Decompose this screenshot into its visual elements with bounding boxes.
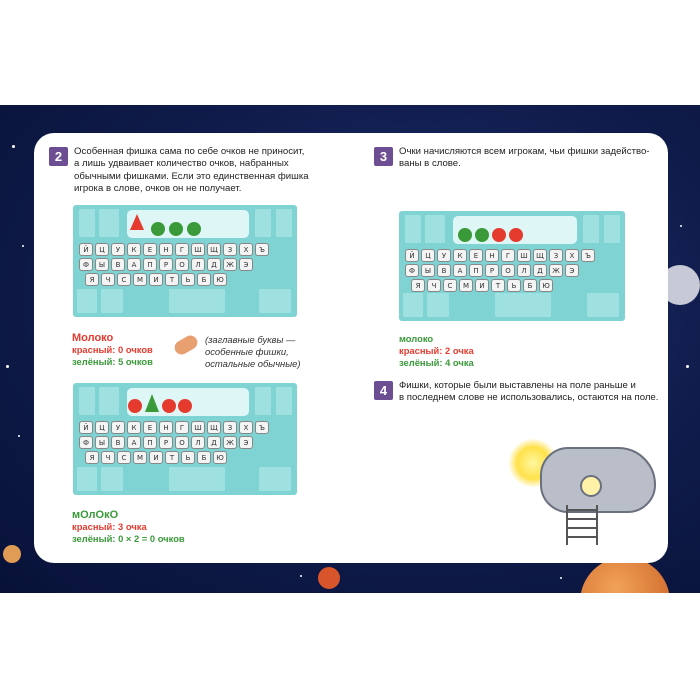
note-line: (заглавные буквы — (205, 334, 296, 345)
key: Т (165, 451, 179, 464)
key: Ь (507, 279, 521, 292)
key: Т (165, 273, 179, 286)
spaceship-ladder (566, 505, 598, 545)
key: И (149, 451, 163, 464)
key: Ъ (255, 421, 269, 434)
special-chip-red (130, 214, 144, 230)
example-word-text: молоко (399, 333, 434, 344)
key: Ш (517, 249, 531, 262)
note-line: остальные обычные) (205, 358, 301, 369)
step-3-number: 3 (374, 147, 393, 166)
chip-red (509, 228, 523, 242)
step-4-text (399, 380, 659, 405)
chip-green (458, 228, 472, 242)
text-line: Фишки, которые были выставлены на поле раньше и (399, 380, 636, 391)
key: Ж (223, 258, 237, 271)
key: Й (405, 249, 419, 262)
key: Ф (79, 258, 93, 271)
key: В (111, 436, 125, 449)
key: Е (143, 421, 157, 434)
key: Е (143, 243, 157, 256)
key: Х (239, 243, 253, 256)
key: Ю (213, 451, 227, 464)
key: А (453, 264, 467, 277)
key: В (111, 258, 125, 271)
key: Н (485, 249, 499, 262)
red-score: красный: 3 очка (72, 521, 147, 532)
key: Е (469, 249, 483, 262)
key: Щ (207, 421, 221, 434)
key: А (127, 258, 141, 271)
keyboard (79, 243, 269, 286)
spaceship-window (580, 475, 602, 497)
red-score: красный: 2 очка (399, 345, 474, 356)
key: Ъ (581, 249, 595, 262)
key: Д (207, 436, 221, 449)
step-4-number: 4 (374, 381, 393, 400)
key: Н (159, 421, 173, 434)
key: Ъ (255, 243, 269, 256)
text-line: игрока в слове, очков он не получает. (74, 183, 242, 195)
key: Ц (421, 249, 435, 262)
key: Ф (405, 264, 419, 277)
key: С (117, 273, 131, 286)
key: М (133, 273, 147, 286)
chip-red (162, 399, 176, 413)
step-2-text (74, 146, 314, 196)
key: Г (501, 249, 515, 262)
key: П (143, 436, 157, 449)
key: О (175, 436, 189, 449)
example-word (72, 332, 153, 344)
key: Ч (101, 451, 115, 464)
key: Ю (539, 279, 553, 292)
small-planet (3, 545, 21, 563)
key: У (111, 243, 125, 256)
red-score: красный: 0 очков (72, 344, 153, 355)
key: Л (517, 264, 531, 277)
key: В (437, 264, 451, 277)
green-score: зелёный: 5 очков (72, 356, 153, 367)
text-line: Особенная фишка сама по себе очков не приносит, (74, 146, 305, 157)
key: Щ (207, 243, 221, 256)
text-line: ваны в слове. (399, 158, 461, 170)
key: Б (197, 273, 211, 286)
chip-green (475, 228, 489, 242)
example-2 (72, 509, 185, 545)
key: З (223, 421, 237, 434)
key: Ь (181, 273, 195, 286)
red-planet (318, 567, 340, 589)
key: Р (159, 258, 173, 271)
key: Р (159, 436, 173, 449)
keyboard (79, 421, 269, 464)
key: Л (191, 436, 205, 449)
key: Д (207, 258, 221, 271)
text-line: в последнем слове не использовались, остаются на поле. (399, 392, 659, 404)
green-score: зелёный: 0 × 2 = 0 очков (72, 533, 185, 544)
key: П (469, 264, 483, 277)
text-line: а лишь удваивает количество очков, набранных (74, 158, 289, 170)
key: Ы (421, 264, 435, 277)
chip-red (492, 228, 506, 242)
key: Ш (191, 421, 205, 434)
key: Ч (101, 273, 115, 286)
example-3 (399, 333, 474, 369)
key: Ю (213, 273, 227, 286)
key: М (133, 451, 147, 464)
chip-green (169, 222, 183, 236)
key: Ш (191, 243, 205, 256)
key: М (459, 279, 473, 292)
key: Ы (95, 258, 109, 271)
key: У (111, 421, 125, 434)
special-chip-green (145, 394, 159, 412)
key: З (223, 243, 237, 256)
key: Ц (95, 421, 109, 434)
key: Э (239, 258, 253, 271)
key: Т (491, 279, 505, 292)
green-score: зелёный: 4 очка (399, 357, 474, 368)
key: Ж (549, 264, 563, 277)
key: И (149, 273, 163, 286)
key: О (501, 264, 515, 277)
key: Н (159, 243, 173, 256)
key: Б (523, 279, 537, 292)
key: Х (565, 249, 579, 262)
key: А (127, 436, 141, 449)
key: К (127, 243, 141, 256)
keyboard (405, 249, 595, 292)
key: Щ (533, 249, 547, 262)
step-3-text (399, 146, 659, 171)
example-word (72, 509, 185, 521)
key: Я (85, 273, 99, 286)
key: Ы (95, 436, 109, 449)
key: Э (239, 436, 253, 449)
key: Л (191, 258, 205, 271)
key: Я (411, 279, 425, 292)
key: З (549, 249, 563, 262)
key: К (453, 249, 467, 262)
key: Г (175, 243, 189, 256)
example-word-text: Молоко (72, 332, 114, 344)
key: Й (79, 421, 93, 434)
key: Б (197, 451, 211, 464)
key: К (127, 421, 141, 434)
text-line: Очки начисляются всем игрокам, чьи фишки задейство- (399, 146, 650, 157)
key: Д (533, 264, 547, 277)
step-2-number: 2 (49, 147, 68, 166)
example-word (399, 333, 474, 345)
key: П (143, 258, 157, 271)
chip-green (187, 222, 201, 236)
key: Ь (181, 451, 195, 464)
key: Ж (223, 436, 237, 449)
key: Х (239, 421, 253, 434)
example-word-text: мОлОкО (72, 509, 119, 521)
key: О (175, 258, 189, 271)
key: С (117, 451, 131, 464)
key: У (437, 249, 451, 262)
key: Ч (427, 279, 441, 292)
note (205, 334, 300, 370)
key: Г (175, 421, 189, 434)
key: Й (79, 243, 93, 256)
chip-green (151, 222, 165, 236)
key: С (443, 279, 457, 292)
key: Ц (95, 243, 109, 256)
key: И (475, 279, 489, 292)
chip-red (128, 399, 142, 413)
key: Р (485, 264, 499, 277)
key: Э (565, 264, 579, 277)
example-1 (72, 332, 153, 368)
key: Я (85, 451, 99, 464)
chip-red (178, 399, 192, 413)
note-line: особенные фишки, (205, 346, 289, 357)
text-line: обычными фишками. Если это единственная фишка (74, 170, 309, 182)
key: Ф (79, 436, 93, 449)
